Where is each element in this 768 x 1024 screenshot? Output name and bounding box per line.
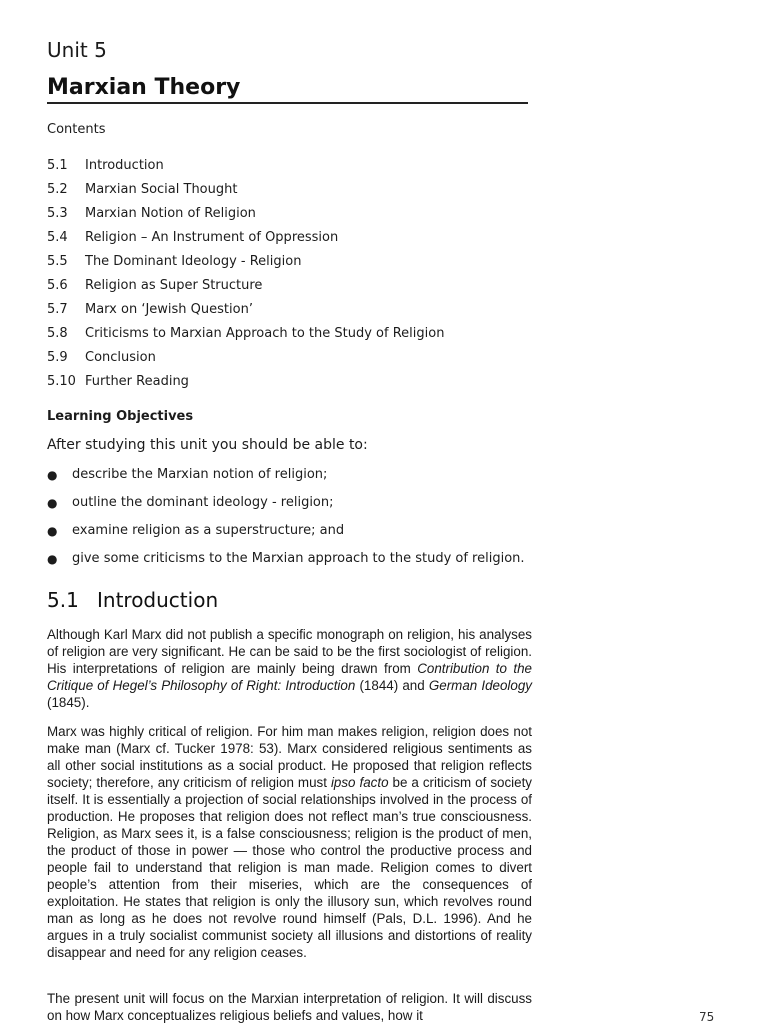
bullet-icon: ● (47, 552, 58, 566)
contents-item-label: Introduction (85, 158, 164, 173)
contents-item (47, 301, 527, 325)
contents-item-label: Marx on ‘Jewish Question’ (85, 302, 253, 317)
paragraph-text: Marx was highly critical of religion. For him man makes religion, religion does not make man (Marx cf. Tucker 1978: 53). Marx considered religious sentiments as all other social institutions as a social product. He proposed that religion reflects society; therefore, any criticism of religion must (47, 724, 532, 790)
contents-item-number: 5.2 (47, 182, 68, 197)
bullet-icon: ● (47, 468, 58, 482)
work-title: German Ideology (428, 678, 532, 693)
work-title: Contribution to the Critique of Hegel’s Philosophy of Right: Introduction (47, 661, 532, 693)
contents-item (47, 229, 527, 253)
contents-item-label: Further Reading (85, 374, 189, 389)
contents-item (47, 205, 527, 229)
contents-item-number: 5.10 (47, 374, 76, 389)
learning-objectives-heading: Learning Objectives (47, 409, 194, 424)
objective-item (47, 521, 547, 549)
paragraph-text: (1845). (47, 695, 90, 710)
learning-objectives-intro: After studying this unit you should be able to: (47, 437, 368, 453)
contents-item-label: The Dominant Ideology - Religion (85, 254, 302, 269)
body-paragraph (47, 723, 532, 961)
contents-item-number: 5.1 (47, 158, 68, 173)
objective-text: give some criticisms to the Marxian approach to the study of religion. (72, 551, 525, 566)
contents-item (47, 157, 527, 181)
learning-objectives-list (47, 465, 547, 577)
title-underline (47, 102, 528, 104)
paragraph-text: Although Karl Marx did not publish a specific monograph on religion, his analyses of religion are very significant. He can be said to be the first sociologist of religion. His interpretations of religion are mainly being drawn from (47, 627, 532, 676)
contents-item-number: 5.6 (47, 278, 68, 293)
bullet-icon: ● (47, 496, 58, 510)
objective-text: describe the Marxian notion of religion; (72, 467, 328, 482)
contents-item-label: Marxian Notion of Religion (85, 206, 256, 221)
contents-item (47, 181, 527, 205)
objective-item (47, 465, 547, 493)
contents-item-label: Conclusion (85, 350, 156, 365)
section-heading (47, 588, 218, 612)
contents-item-number: 5.8 (47, 326, 68, 341)
paragraph-text: be a criticism of society itself. It is essentially a projection of social relationships involved in the process of production. He proposes that religion does not reflect man’s true consciousness. Religion, as Marx sees it, is a false consciousness; religion is the product of men, the product of those in power — those who control the productive process and people fail to understand that religion is man made. Religion comes to divert people’s attention from their miseries, which are the consequences of exploitation. He states that religion is only the illusory sun, which revolves round man as long as he does not revolve round himself (Pals, D.L. 1996). And he argues in a truly socialist communist society all illusions and distortions of reality disappear and need for any religion ceases. (47, 775, 533, 960)
latin-phrase: ipso facto (330, 775, 389, 790)
contents-item-number: 5.4 (47, 230, 68, 245)
unit-title: Marxian Theory (47, 75, 241, 100)
contents-item-number: 5.3 (47, 206, 68, 221)
contents-item-label: Religion – An Instrument of Oppression (85, 230, 339, 245)
body-paragraph (47, 626, 532, 711)
contents-list (47, 157, 527, 397)
contents-item (47, 325, 527, 349)
contents-item (47, 349, 527, 373)
unit-label: Unit 5 (47, 38, 107, 62)
section-number: 5.1 (47, 588, 79, 612)
contents-item-label: Criticisms to Marxian Approach to the Study of Religion (85, 326, 445, 341)
contents-item (47, 253, 527, 277)
paragraph-text: (1844) and (355, 678, 429, 693)
unit-title-block (47, 74, 528, 104)
contents-item-number: 5.7 (47, 302, 68, 317)
contents-item-number: 5.9 (47, 350, 68, 365)
objective-text: examine religion as a superstructure; and (72, 523, 345, 538)
contents-item-label: Marxian Social Thought (85, 182, 238, 197)
bullet-icon: ● (47, 524, 58, 538)
contents-item (47, 373, 527, 397)
objective-text: outline the dominant ideology - religion; (72, 495, 334, 510)
objective-item (47, 549, 547, 577)
page-number: 75 (699, 1010, 715, 1024)
body-paragraph: The present unit will focus on the Marxian interpretation of religion. It will discuss on how Marx conceptualizes religious beliefs and values, how it (47, 991, 532, 1023)
contents-item-number: 5.5 (47, 254, 68, 269)
objective-item (47, 493, 547, 521)
contents-heading: Contents (47, 122, 106, 137)
section-title: Introduction (97, 588, 219, 612)
contents-item-label: Religion as Super Structure (85, 278, 263, 293)
contents-item (47, 277, 527, 301)
